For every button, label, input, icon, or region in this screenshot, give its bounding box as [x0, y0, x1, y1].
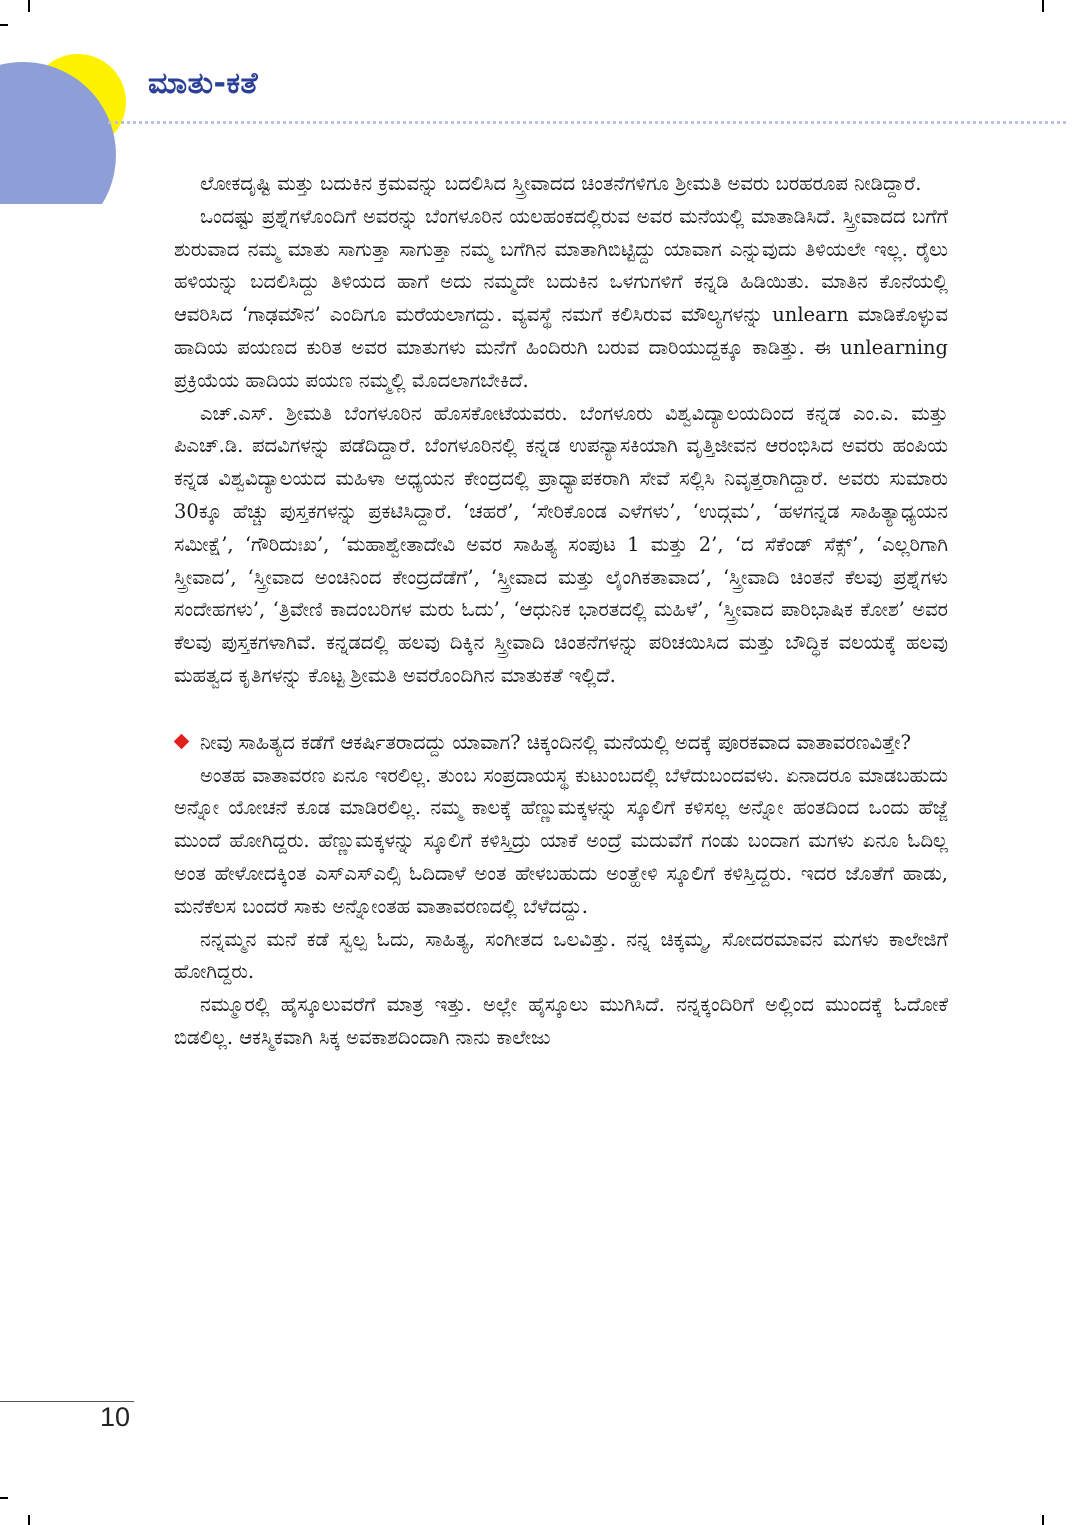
interview-question: [174, 727, 948, 760]
page-number: 10: [100, 1402, 131, 1432]
question-text: ನೀವು ಸಾಹಿತ್ಯದ ಕಡೆಗೆ ಆಕರ್ಷಿತರಾದದ್ದು ಯಾವಾಗ? ಚಿಕ್ಕಂದಿನಲ್ಲಿ ಮನೆಯಲ್ಲಿ ಅದಕ್ಕೆ ಪೂರಕವಾದ ವಾತಾವರಣವಿತ್ತೇ?: [200, 730, 911, 754]
diamond-bullet-icon: [174, 733, 190, 749]
crop-mark-left-upper: [0, 24, 8, 26]
crop-mark-top-left: [28, 0, 30, 12]
answer-paragraph-3: ನಮ್ಮೂರಲ್ಲಿ ಹೈಸ್ಕೂಲುವರೆಗೆ ಮಾತ್ರ ಇತ್ತು. ಅಲ್ಲೇ ಹೈಸ್ಕೂಲು ಮುಗಿಸಿದೆ. ನನ್ನಕ್ಕಂದಿರಿಗೆ ಅಲ್ಲಿಂದ ಮುಂದಕ್ಕೆ ಓದೋಕೆ ಬಿಡಲಿಲ್ಲ. ಆಕಸ್ಮಿಕವಾಗಿ ಸಿಕ್ಕ ಅವಕಾಶದಿಂದಾಗಿ ನಾನು ಕಾಲೇಜು: [174, 993, 948, 1049]
header-deco-mask: [0, 204, 130, 284]
answer-paragraph-1: ಅಂತಹ ವಾತಾವರಣ ಏನೂ ಇರಲಿಲ್ಲ. ತುಂಬ ಸಂಪ್ರದಾಯಸ್ಥ ಕುಟುಂಬದಲ್ಲಿ ಬೆಳೆದುಬಂದವಳು. ಏನಾದರೂ ಮಾಡಬಹುದು ಅನ್ನೋ ಯೋಚನೆ ಕೂಡ ಮಾಡಿರಲಿಲ್ಲ. ನಮ್ಮ ಕಾಲಕ್ಕೆ ಹೆಣ್ಣುಮಕ್ಕಳನ್ನು ಸ್ಕೂಲಿಗೆ ಕಳಿಸಲ್ಲ ಅನ್ನೋ ಹಂತದಿಂದ ಒಂದು ಹೆಜ್ಜೆ ಮುಂದೆ ಹೋಗಿದ್ದರು. ಹೆಣ್ಣುಮಕ್ಕಳನ್ನು ಸ್ಕೂಲಿಗೆ ಕಳಿಸ್ತಿದ್ರು ಯಾಕೆ ಅಂದ್ರೆ ಮದುವೆಗೆ ಗಂಡು ಬಂದಾಗ ಮಗಳು ಏನೂ ಓದಿಲ್ಲ ಅಂತ ಹೇಳೋದಕ್ಕಿಂತ ಎಸ್ಎಸ್ಎಲ್ಸಿ ಓದಿದಾಳೆ ಅಂತ ಹೇಳಬಹುದು ಅಂತ್ಹೇಳಿ ಸ್ಕೂಲಿಗೆ ಕಳಿಸ್ತಿದ್ದರು. ಇದರ ಜೊತೆಗೆ ಹಾಡು, ಮನೆಕೆಲಸ ಬಂದರೆ ಸಾಕು ಅನ್ನೋಂತಹ ವಾತಾವರಣದಲ್ಲಿ ಬೆಳೆದದ್ದು.: [174, 763, 948, 918]
crop-mark-bottom-left: [28, 1515, 30, 1525]
header-dotted-rule: [108, 121, 1066, 124]
article-body: [174, 168, 948, 1055]
answer-paragraph-2: ನನ್ನಮ್ಮನ ಮನೆ ಕಡೆ ಸ್ವಲ್ಪ ಓದು, ಸಾಹಿತ್ಯ, ಸಂಗೀತದ ಒಲವಿತ್ತು. ನನ್ನ ಚಿಕ್ಕಮ್ಮ, ಸೋದರಮಾವನ ಮಗಳು ಕಾಲೇಜಿಗೆ ಹೋಗಿದ್ದರು.: [174, 927, 948, 984]
section-title: ಮಾತು-ಕತೆ: [148, 66, 259, 101]
crop-mark-left-lower: [0, 1497, 8, 1499]
crop-mark-top-right: [1042, 0, 1044, 12]
intro-paragraph-3: ಎಚ್.ಎಸ್. ಶ್ರೀಮತಿ ಬೆಂಗಳೂರಿನ ಹೊಸಕೋಟೆಯವರು. ಬೆಂಗಳೂರು ವಿಶ್ವವಿದ್ಯಾಲಯದಿಂದ ಕನ್ನಡ ಎಂ.ಎ. ಮತ್ತು ಪಿಎಚ್.ಡಿ. ಪದವಿಗಳನ್ನು ಪಡೆದಿದ್ದಾರೆ. ಬೆಂಗಳೂರಿನಲ್ಲಿ ಕನ್ನಡ ಉಪನ್ಯಾಸಕಿಯಾಗಿ ವೃತ್ತಿಜೀವನ ಆರಂಭಿಸಿದ ಅವರು ಹಂಪಿಯ ಕನ್ನಡ ವಿಶ್ವವಿದ್ಯಾಲಯದ ಮಹಿಳಾ ಅಧ್ಯಯನ ಕೇಂದ್ರದಲ್ಲಿ ಪ್ರಾಧ್ಯಾಪಕರಾಗಿ ಸೇವೆ ಸಲ್ಲಿಸಿ ನಿವೃತ್ತರಾಗಿದ್ದಾರೆ. ಅವರು ಸುಮಾರು 30ಕ್ಕೂ ಹೆಚ್ಚು ಪುಸ್ತಕಗಳನ್ನು ಪ್ರಕಟಿಸಿದ್ದಾರೆ. ‘ಚಹರೆ’, ‘ಸೇರಿಕೊಂಡ ಎಳೆಗಳು’, ‘ಉದ್ಗಮ’, ‘ಹಳಗನ್ನಡ ಸಾಹಿತ್ಯಾಧ್ಯಯನ ಸಮೀಕ್ಷೆ’, ‘ಗೌರಿದುಃಖ’, ‘ಮಹಾಶ್ವೇತಾದೇವಿ ಅವರ ಸಾಹಿತ್ಯ ಸಂಪುಟ 1 ಮತ್ತು 2’, ‘ದ ಸೆಕೆಂಡ್ ಸೆಕ್ಸ್’, ‘ಎಲ್ಲರಿಗಾಗಿ ಸ್ತ್ರೀವಾದ’, ‘ಸ್ತ್ರೀವಾದ ಅಂಚಿನಿಂದ ಕೇಂದ್ರದೆಡೆಗೆ’, ‘ಸ್ತ್ರೀವಾದ ಮತ್ತು ಲೈಂಗಿಕತಾವಾದ’, ‘ಸ್ತ್ರೀವಾದಿ ಚಿಂತನೆ ಕೆಲವು ಪ್ರಶ್ನೆಗಳು ಸಂದೇಹಗಳು’, ‘ತ್ರಿವೇಣಿ ಕಾದಂಬರಿಗಳ ಮರು ಓದು’, ‘ಆಧುನಿಕ ಭಾರತದಲ್ಲಿ ಮಹಿಳೆ’, ‘ಸ್ತ್ರೀವಾದ ಪಾರಿಭಾಷಿಕ ಕೋಶ’ ಅವರ ಕೆಲವು ಪುಸ್ತಕಗಳಾಗಿವೆ. ಕನ್ನಡದಲ್ಲಿ ಹಲವು ದಿಕ್ಕಿನ ಸ್ತ್ರೀವಾದಿ ಚಿಂತನೆಗಳನ್ನು ಪರಿಚಯಿಸಿದ ಮತ್ತು ಬೌದ್ಧಿಕ ವಲಯಕ್ಕೆ ಹಲವು ಮಹತ್ವದ ಕೃತಿಗಳನ್ನು ಕೊಟ್ಟ ಶ್ರೀಮತಿ ಅವರೊಂದಿಗಿನ ಮಾತುಕತೆ ಇಲ್ಲಿದೆ.: [174, 401, 948, 687]
crop-mark-bottom-right: [1042, 1515, 1044, 1525]
intro-paragraph-1: ಲೋಕದೃಷ್ಟಿ ಮತ್ತು ಬದುಕಿನ ಕ್ರಮವನ್ನು ಬದಲಿಸಿದ ಸ್ತ್ರೀವಾದದ ಚಿಂತನೆಗಳಿಗೂ ಶ್ರೀಮತಿ ಅವರು ಬರಹರೂಪ ನೀಡಿದ್ದಾರೆ.: [200, 172, 922, 195]
intro-paragraph-2: ಒಂದಷ್ಟು ಪ್ರಶ್ನೆಗಳೊಂದಿಗೆ ಅವರನ್ನು ಬೆಂಗಳೂರಿನ ಯಲಹಂಕದಲ್ಲಿರುವ ಅವರ ಮನೆಯಲ್ಲಿ ಮಾತಾಡಿಸಿದೆ. ಸ್ತ್ರೀವಾದದ ಬಗೆಗೆ ಶುರುವಾದ ನಮ್ಮ ಮಾತು ಸಾಗುತ್ತಾ ಸಾಗುತ್ತಾ ನಮ್ಮ ಬಗೆಗಿನ ಮಾತಾಗಿಬಿಟ್ಟಿದ್ದು ಯಾವಾಗ ಎನ್ನುವುದು ತಿಳಿಯಲೇ ಇಲ್ಲ. ರೈಲು ಹಳಿಯನ್ನು ಬದಲಿಸಿದ್ದು ತಿಳಿಯದ ಹಾಗೆ ಅದು ನಮ್ಮದೇ ಬದುಕಿನ ಒಳಗುಗಳಿಗೆ ಕನ್ನಡಿ ಹಿಡಿಯಿತು. ಮಾತಿನ ಕೊನೆಯಲ್ಲಿ ಆವರಿಸಿದ ‘ಗಾಢಮೌನ’ ಎಂದಿಗೂ ಮರೆಯಲಾಗದ್ದು. ವ್ಯವಸ್ಥೆ ನಮಗೆ ಕಲಿಸಿರುವ ಮೌಲ್ಯಗಳನ್ನು unlearn ಮಾಡಿಕೊಳ್ಳುವ ಹಾದಿಯ ಪಯಣದ ಕುರಿತ ಅವರ ಮಾತುಗಳು ಮನೆಗೆ ಹಿಂದಿರುಗಿ ಬರುವ ದಾರಿಯುದ್ದಕ್ಕೂ ಕಾಡಿತ್ತು. ಈ unlearning ಪ್ರಕ್ರಿಯೆಯ ಹಾದಿಯ ಪಯಣ ನಮ್ಮಲ್ಲಿ ಮೊದಲಾಗಬೇಕಿದೆ.: [174, 204, 948, 392]
